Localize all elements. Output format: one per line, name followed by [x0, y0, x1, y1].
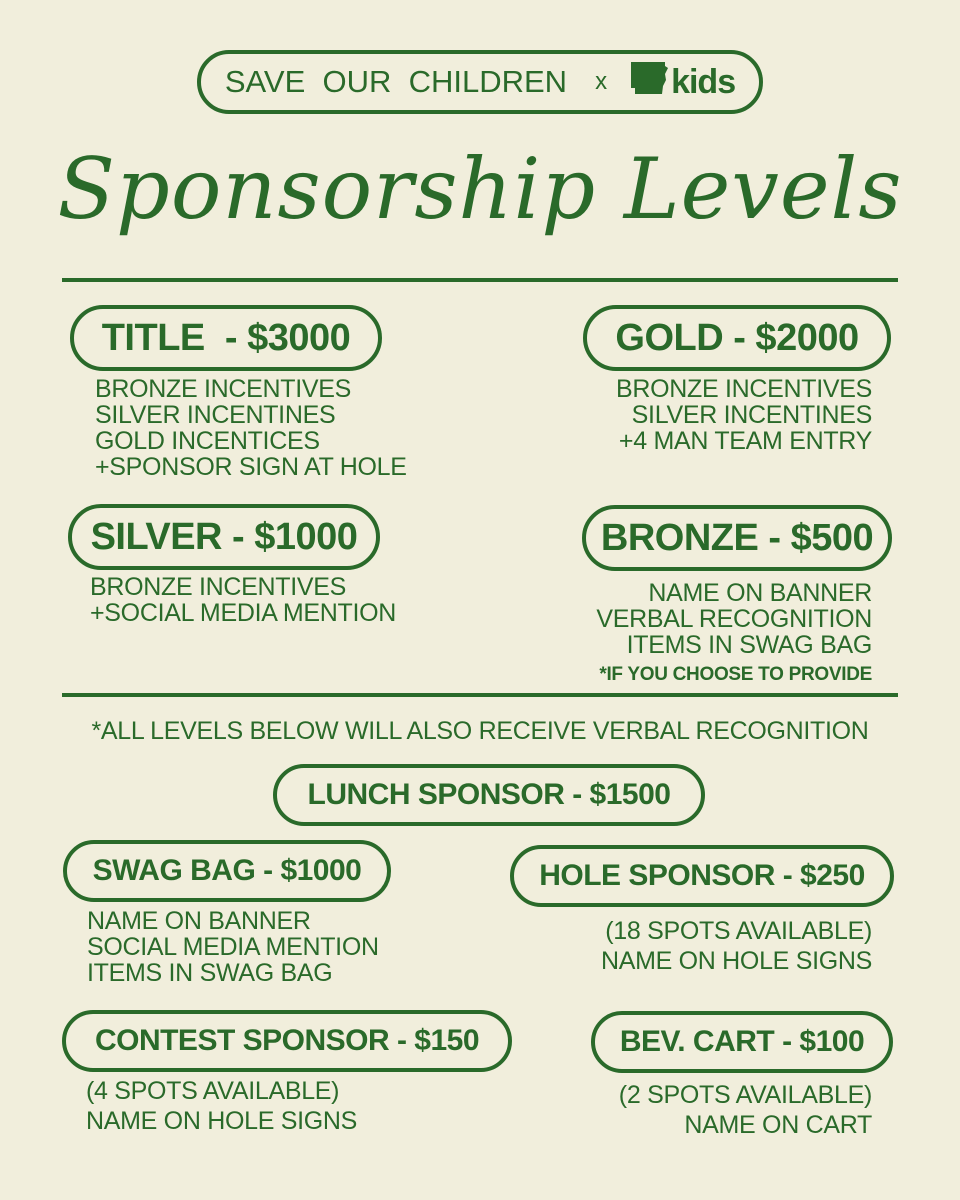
hole-sponsor-badge [510, 845, 894, 907]
swag-bag-label: SWAG BAG - $1000 [92, 854, 362, 887]
tier-title-label: TITLE - $3000 [101, 316, 351, 359]
hole-sponsor-label: HOLE SPONSOR - $250 [539, 859, 865, 892]
middle-divider [62, 693, 898, 697]
benefit-line: (18 SPOTS AVAILABLE) [605, 917, 872, 945]
bev-cart-badge [591, 1011, 893, 1073]
benefit-line: SILVER INCENTINES [95, 401, 336, 429]
tier-bronze-badge [582, 505, 892, 571]
hole-sponsor-benefits [601, 916, 872, 976]
arkansas-icon [629, 60, 669, 104]
benefit-line: SOCIAL MEDIA MENTION [87, 933, 379, 961]
tier-gold-badge [583, 305, 891, 371]
contest-sponsor-badge [62, 1010, 512, 1072]
page-title: Sponsorship Levels [57, 140, 903, 238]
benefit-line: (4 SPOTS AVAILABLE) [86, 1077, 340, 1105]
contest-sponsor-label: CONTEST SPONSOR - $150 [94, 1024, 480, 1057]
benefit-line: (2 SPOTS AVAILABLE) [618, 1081, 872, 1109]
tier-silver-label: SILVER - $1000 [90, 515, 358, 558]
contest-sponsor-benefits [86, 1076, 357, 1136]
benefit-line: BRONZE INCENTIVES [95, 375, 352, 403]
top-divider [62, 278, 898, 282]
tier-gold-label: GOLD - $2000 [615, 316, 859, 359]
benefit-line: +4 MAN TEAM ENTRY [618, 427, 872, 455]
benefit-line: NAME ON HOLE SIGNS [86, 1107, 358, 1135]
org-name: SAVE OUR CHILDREN [224, 64, 568, 99]
benefit-line: NAME ON CART [684, 1111, 872, 1139]
benefit-line: ITEMS IN SWAG BAG [87, 959, 333, 987]
collab-x: x [595, 68, 608, 95]
bronze-footnote: *IF YOU CHOOSE TO PROVIDE [599, 664, 872, 685]
benefit-line: NAME ON BANNER [87, 907, 311, 935]
tier-bronze-label: BRONZE - $500 [600, 516, 874, 559]
swag-bag-badge [63, 840, 391, 902]
tier-title-benefits [95, 376, 407, 480]
benefit-line: ITEMS IN SWAG BAG [626, 631, 872, 659]
tier-silver-badge [68, 504, 380, 570]
benefit-line: NAME ON HOLE SIGNS [600, 947, 872, 975]
benefit-line: +SPONSOR SIGN AT HOLE [95, 453, 407, 481]
benefit-line: VERBAL RECOGNITION [596, 605, 872, 633]
lunch-sponsor-badge [273, 764, 705, 826]
lunch-sponsor-label: LUNCH SPONSOR - $1500 [307, 778, 671, 811]
benefit-line: NAME ON BANNER [648, 579, 872, 607]
tier-silver-benefits [90, 574, 396, 626]
partner-logo-text: kids [671, 62, 736, 101]
swag-bag-benefits [87, 908, 379, 986]
tier-title-badge [70, 305, 382, 371]
benefit-line: BRONZE INCENTIVES [615, 375, 872, 403]
tier-bronze-benefits [596, 580, 872, 688]
bev-cart-benefits [619, 1080, 872, 1140]
header-badge [197, 50, 763, 114]
benefit-line: GOLD INCENTICES [95, 427, 320, 455]
verbal-recognition-notice: *ALL LEVELS BELOW WILL ALSO RECEIVE VERBAL RECOGNITION [91, 717, 869, 745]
bev-cart-label: BEV. CART - $100 [619, 1025, 865, 1058]
benefit-line: +SOCIAL MEDIA MENTION [90, 599, 397, 627]
benefit-line: BRONZE INCENTIVES [90, 573, 347, 601]
benefit-line: SILVER INCENTINES [631, 401, 872, 429]
tier-gold-benefits [616, 376, 872, 454]
